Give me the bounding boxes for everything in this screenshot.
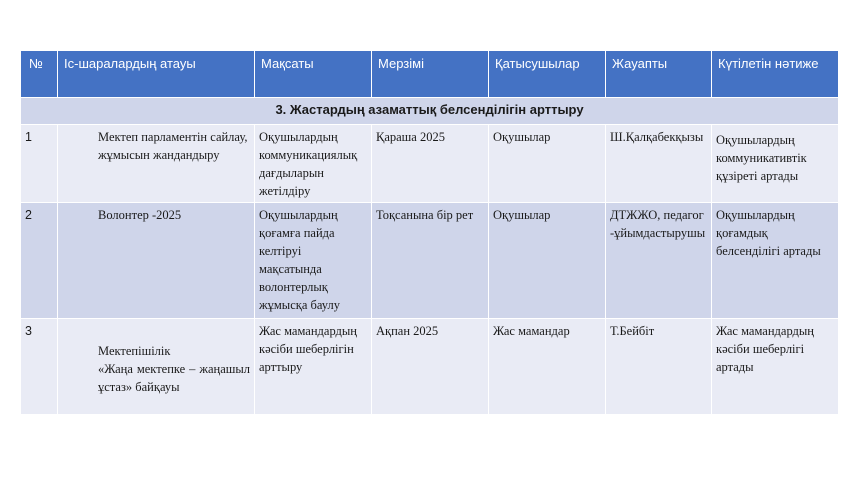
event-name-line: «Жаңа мектепке – жаңашыл ұстаз» байқауы — [98, 362, 250, 394]
table-row — [21, 319, 839, 415]
deadline-cell: Тоқсанына бір рет — [372, 203, 489, 319]
row-number: 2 — [21, 203, 58, 319]
participants-cell: Оқушылар — [489, 125, 606, 203]
deadline-cell: Қараша 2025 — [372, 125, 489, 203]
event-name-cell — [58, 319, 255, 415]
header-goal: Мақсаты — [255, 51, 372, 98]
expected-result-cell: Оқушылардың қоғамдық белсенділігі артады — [712, 203, 839, 319]
row-number: 3 — [21, 319, 58, 415]
responsible-cell: Ш.Қалқабекқызы — [606, 125, 712, 203]
responsible-cell: ДТЖЖО, педагог-ұйымдастырушы — [606, 203, 712, 319]
section-title: 3. Жастардың азаматтық белсенділігін арттыру — [21, 98, 839, 125]
header-number: № — [21, 51, 58, 98]
goal-cell: Оқушылардың қоғамға пайда келтіруі мақсатында волонтерлық жұмысқа баулу — [255, 203, 372, 319]
goal-cell: Оқушылардың коммуникациялық дағдыларын жетілдіру — [255, 125, 372, 203]
row-number: 1 — [21, 125, 58, 203]
event-name-cell: Волонтер -2025 — [58, 203, 255, 319]
section-row — [21, 98, 839, 125]
header-deadline: Мерзімі — [372, 51, 489, 98]
header-event-name: Іс-шаралардың атауы — [58, 51, 255, 98]
participants-cell: Оқушылар — [489, 203, 606, 319]
event-name-line: Мектепішілік — [98, 344, 171, 358]
responsible-cell: Т.Бейбіт — [606, 319, 712, 415]
header-participants: Қатысушылар — [489, 51, 606, 98]
table-row — [21, 203, 839, 319]
deadline-cell: Ақпан 2025 — [372, 319, 489, 415]
participants-cell: Жас мамандар — [489, 319, 606, 415]
expected-result-cell: Оқушылардың коммуникативтік құзіреті артады — [712, 125, 839, 203]
event-name-cell: Мектеп парламентін сайлау, жұмысын жандандыру — [58, 125, 255, 203]
header-responsible: Жауапты — [606, 51, 712, 98]
header-expected-result: Күтілетін нәтиже — [712, 51, 839, 98]
expected-result-cell: Жас мамандардың кәсіби шеберлігі артады — [712, 319, 839, 415]
goal-cell: Жас мамандардың кәсіби шеберлігін арттыру — [255, 319, 372, 415]
table-row — [21, 125, 839, 203]
header-row — [21, 51, 839, 98]
plan-table — [20, 50, 839, 415]
